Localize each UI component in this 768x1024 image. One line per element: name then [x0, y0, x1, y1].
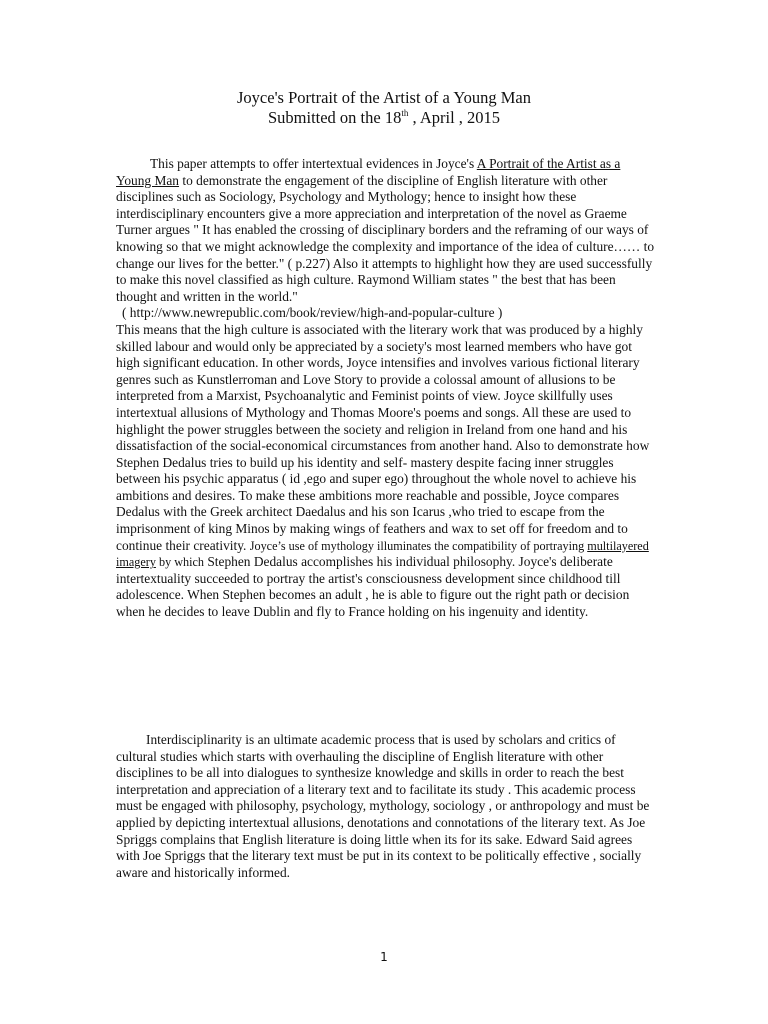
high-culture-text: This means that the high culture is associated with the literary work that was produced by a highly skilled labour and would only be appreciated by a society's most learned members who have got high significant education. In other words, Joyce intensifies and involves various fictional literary genres such as Kunstlerroman and Love Story to provide a colossal amount of allusions to be interpreted from a Marxist, Psychoanalytic and Feminist points of view. Joyce skillfully uses intertextual allusions of Mythology and Thomas Moore's poems and songs. All these are used to highlight the power struggles between the society and religion in Ireland from one hand and his dissatisfaction of the social-economical circumstances from another hand. Also to demonstrate how Stephen Dedalus tries to build up his identity and self- mastery despite facing inner struggles between his psychic apparatus ( id ,ego and super ego) throughout the whole novel to achieve his ambitions and desires. To make these ambitions more reachable and possible, Joyce compares Dedalus with the Greek architect Daedalus and his son Icarus ,who tried to escape from the imprisonment of king Minos by making wings of feathers and wax to set off for freedom and to continue their creativity. [116, 321, 650, 553]
title-block [0, 88, 768, 128]
intro-body: to demonstrate the engagement of the discipline of English literature with other disciplines such as Sociology, Psychology and Mythology; hence to insight how these interdisciplinary encounters give a more appreciation and interpretation of the novel as Graeme Turner argues " It has enabled the crossing of disciplinary borders and the reframing of our ways of knowing so that we might acknowledge the complexity and importance of the idea of culture…… to change our lives for the better." ( p.227) Also it attempts to highlight how they are used successfully to make this novel classified as high culture. Raymond William states " the best that has been thought and written in the world." [116, 172, 655, 304]
mythology-text: Joyce’s use of mythology illuminates the compatibility of portraying [249, 538, 588, 553]
conclusion-text: Stephen Dedalus accomplishes his individual philosophy. Joyce's deliberate intertextuality succeeded to portray the artist's consciousness development since childhood till adolescence. When Stephen becomes an adult , he is able to figure out the right path or decision when he decides to leave Dublin and fly to France holding on his ingenuity and identity. [116, 554, 630, 620]
page-number: 1 [380, 950, 388, 964]
submission-date-text: Submitted on the 18 [267, 108, 402, 127]
document-title: Joyce's Portrait of the Artist of a Young Man [237, 88, 531, 107]
interdisciplinarity-text: Interdisciplinarity is an ultimate academic process that is used by scholars and critics of cultural studies which starts with overhauling the discipline of English literature with other disciplines to be all into dialogues to synthesize knowledge and skills in order to reach the best interpretation and appreciation of a literary text and to facilitate its study . This academic process must be engaged with philosophy, psychology, mythology, sociology , or anthropology and must be applied by depicting intertextual allusions, denotations and connotations of the literary text. As Joe Spriggs complains that English literature is doing little when its for its sake. Edward Said agrees with Joe Spriggs that the literary text must be put in its context to be politically effective , socially aware and historically informed. [116, 732, 650, 880]
multilayered-imagery-term: multilayered imagery [116, 538, 649, 570]
book-title: A Portrait of the Artist as a Young Man [116, 156, 621, 188]
date-superscript: th [401, 108, 409, 118]
by-which-text: by which [155, 555, 205, 570]
paragraph-interdisciplinarity [116, 732, 656, 881]
reference-url: ( http://www.newrepublic.com/book/review/high-and-popular-culture ) [122, 305, 503, 321]
submission-date-rest: , April , 2015 [408, 108, 501, 127]
intro-text: This paper attempts to offer intertextual evidences in Joyce's [150, 156, 477, 171]
submission-date [0, 108, 768, 128]
paragraph-intro [116, 156, 656, 621]
